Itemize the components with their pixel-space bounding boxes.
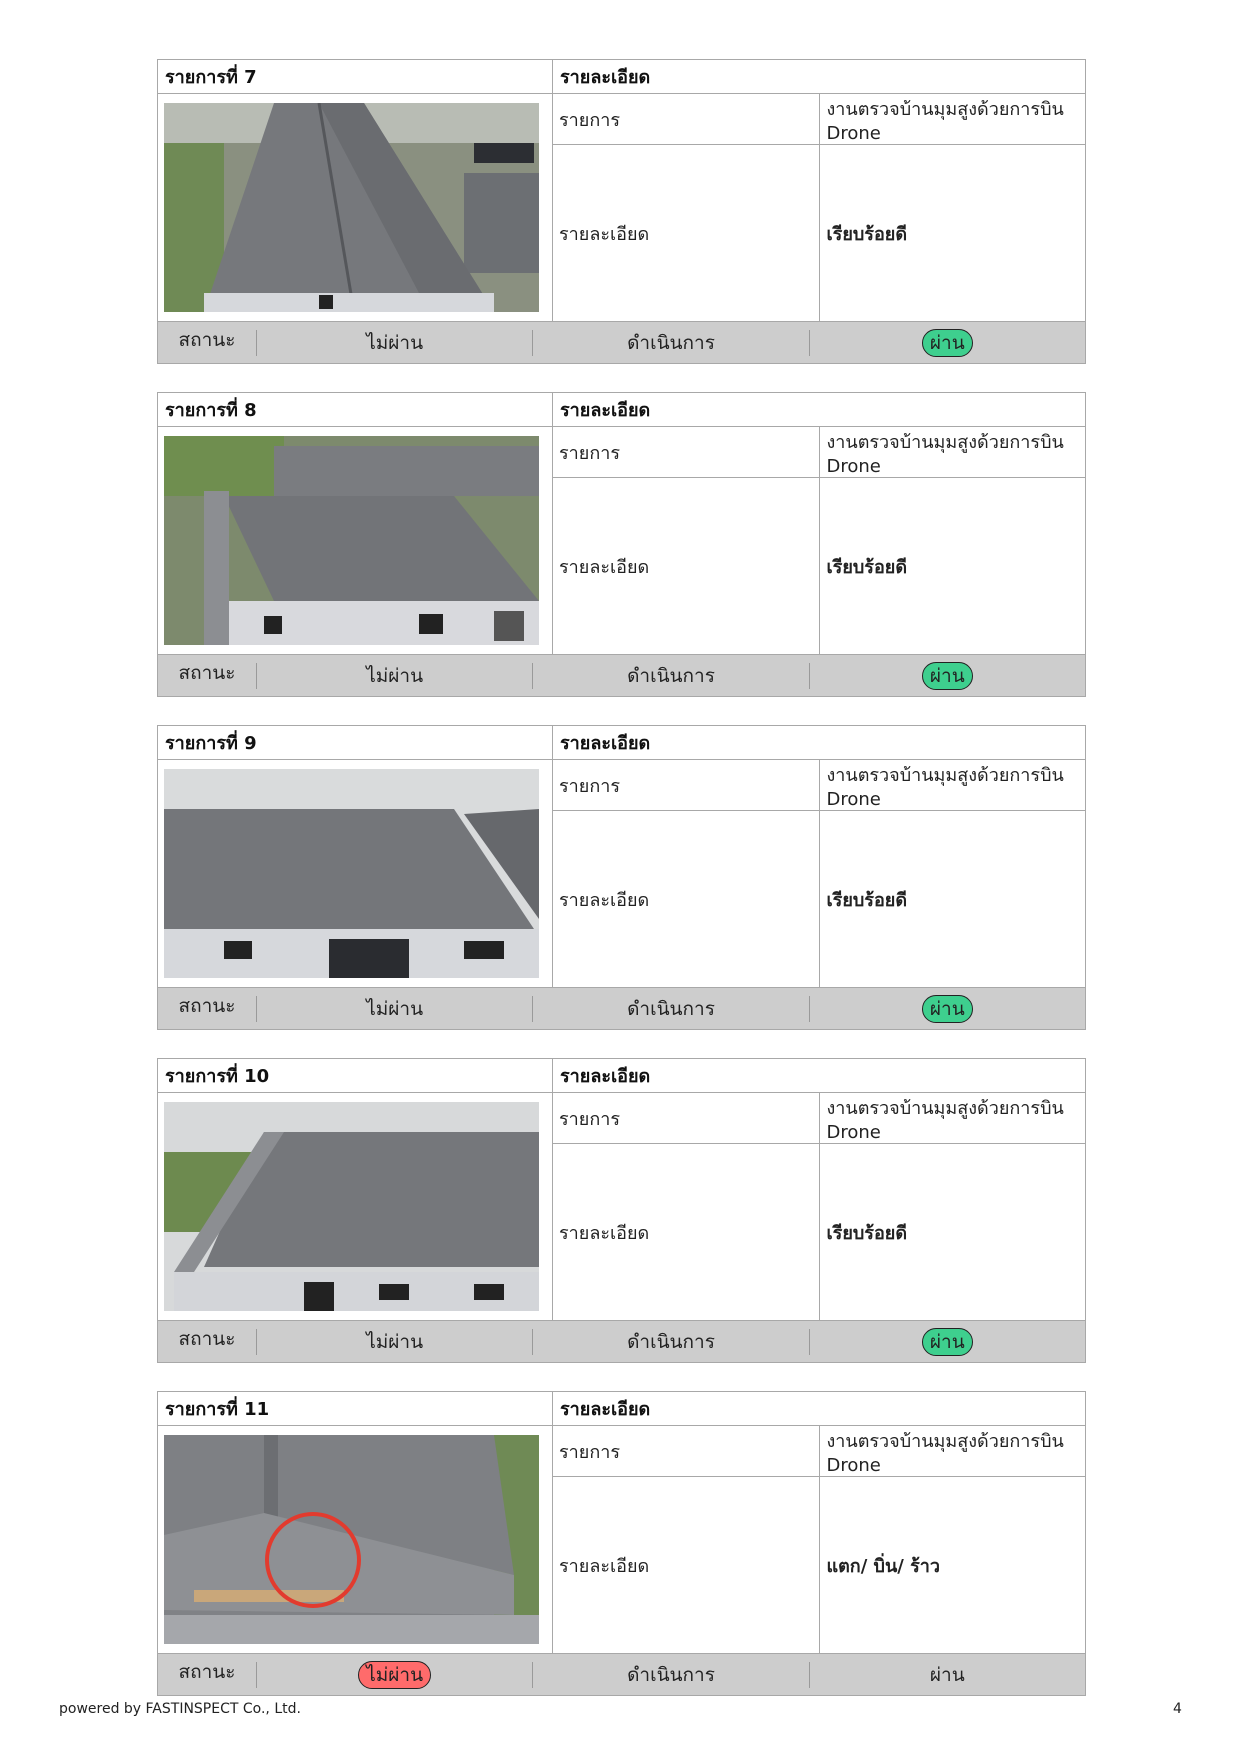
photo-cell bbox=[158, 1093, 553, 1321]
card-title: รายการที่ 9 bbox=[158, 726, 553, 760]
photo-cell bbox=[158, 427, 553, 655]
status-bar bbox=[157, 655, 1086, 697]
photo-cell bbox=[158, 94, 553, 322]
inspection-card-8 bbox=[157, 392, 1086, 697]
detail-header: รายละเอียด bbox=[553, 1392, 1086, 1426]
status-label: สถานะ bbox=[178, 328, 236, 351]
item-value: งานตรวจบ้านมุมสูงด้วยการบิน Drone bbox=[819, 94, 1086, 145]
option-label: ไม่ผ่าน bbox=[366, 331, 424, 354]
detail-header: รายละเอียด bbox=[553, 60, 1086, 94]
status-option-in-progress[interactable] bbox=[533, 1660, 808, 1690]
option-label: ดำเนินการ bbox=[627, 1663, 715, 1686]
footer-powered-by: powered by FASTINSPECT Co., Ltd. bbox=[59, 1701, 301, 1717]
item-value: งานตรวจบ้านมุมสูงด้วยการบิน Drone bbox=[819, 427, 1086, 478]
status-option-pass[interactable] bbox=[810, 995, 1085, 1023]
status-bar bbox=[157, 1321, 1086, 1363]
selected-pill: ผ่าน bbox=[922, 662, 973, 690]
page-number: 4 bbox=[1173, 1701, 1182, 1717]
status-option-fail[interactable] bbox=[257, 1661, 532, 1689]
photo-cell bbox=[158, 760, 553, 988]
status-option-fail[interactable] bbox=[257, 994, 532, 1024]
detail-header: รายละเอียด bbox=[553, 726, 1086, 760]
detail-header: รายละเอียด bbox=[553, 393, 1086, 427]
option-label: ไม่ผ่าน bbox=[366, 1330, 424, 1353]
option-label: ดำเนินการ bbox=[627, 997, 715, 1020]
status-option-fail[interactable] bbox=[257, 661, 532, 691]
detail-value: เรียบร้อยดี bbox=[819, 478, 1086, 655]
option-label: ผ่าน bbox=[929, 1663, 965, 1686]
detail-label: รายละเอียด bbox=[553, 1144, 820, 1321]
status-option-pass[interactable] bbox=[810, 329, 1085, 357]
selected-pill: ผ่าน bbox=[922, 1328, 973, 1356]
detail-label: รายละเอียด bbox=[553, 811, 820, 988]
selected-pill: ผ่าน bbox=[922, 995, 973, 1023]
status-option-fail[interactable] bbox=[257, 328, 532, 358]
card-title: รายการที่ 8 bbox=[158, 393, 553, 427]
status-option-in-progress[interactable] bbox=[533, 661, 808, 691]
detail-value: แตก/ บิ่น/ ร้าว bbox=[819, 1477, 1086, 1654]
detail-value: เรียบร้อยดี bbox=[819, 145, 1086, 322]
item-label: รายการ bbox=[553, 1093, 820, 1144]
roof-photo bbox=[164, 769, 539, 978]
option-label: ดำเนินการ bbox=[627, 331, 715, 354]
status-option-pass[interactable] bbox=[810, 662, 1085, 690]
status-bar bbox=[157, 1654, 1086, 1696]
inspection-card-9 bbox=[157, 725, 1086, 1030]
status-option-in-progress[interactable] bbox=[533, 1327, 808, 1357]
card-title: รายการที่ 10 bbox=[158, 1059, 553, 1093]
item-label: รายการ bbox=[553, 427, 820, 478]
selected-pill: ผ่าน bbox=[922, 329, 973, 357]
option-label: ดำเนินการ bbox=[627, 1330, 715, 1353]
option-label: ไม่ผ่าน bbox=[366, 664, 424, 687]
detail-value: เรียบร้อยดี bbox=[819, 811, 1086, 988]
selected-pill: ไม่ผ่าน bbox=[358, 1661, 431, 1689]
card-title: รายการที่ 7 bbox=[158, 60, 553, 94]
status-label: สถานะ bbox=[178, 661, 236, 684]
status-label: สถานะ bbox=[178, 994, 236, 1017]
item-label: รายการ bbox=[553, 1426, 820, 1477]
item-label: รายการ bbox=[553, 94, 820, 145]
option-label: ไม่ผ่าน bbox=[366, 997, 424, 1020]
status-bar bbox=[157, 322, 1086, 364]
roof-photo bbox=[164, 436, 539, 645]
item-label: รายการ bbox=[553, 760, 820, 811]
status-option-pass[interactable] bbox=[810, 1328, 1085, 1356]
detail-header: รายละเอียด bbox=[553, 1059, 1086, 1093]
status-label: สถานะ bbox=[178, 1660, 236, 1683]
inspection-card-10 bbox=[157, 1058, 1086, 1363]
detail-value: เรียบร้อยดี bbox=[819, 1144, 1086, 1321]
status-label: สถานะ bbox=[178, 1327, 236, 1350]
inspection-card-11 bbox=[157, 1391, 1086, 1696]
status-option-in-progress[interactable] bbox=[533, 994, 808, 1024]
roof-photo bbox=[164, 103, 539, 312]
status-option-pass[interactable] bbox=[810, 1660, 1085, 1690]
status-bar bbox=[157, 988, 1086, 1030]
roof-photo bbox=[164, 1102, 539, 1311]
detail-label: รายละเอียด bbox=[553, 478, 820, 655]
detail-label: รายละเอียด bbox=[553, 1477, 820, 1654]
roof-photo bbox=[164, 1435, 539, 1644]
item-value: งานตรวจบ้านมุมสูงด้วยการบิน Drone bbox=[819, 1426, 1086, 1477]
status-option-fail[interactable] bbox=[257, 1327, 532, 1357]
option-label: ดำเนินการ bbox=[627, 664, 715, 687]
status-option-in-progress[interactable] bbox=[533, 328, 808, 358]
detail-label: รายละเอียด bbox=[553, 145, 820, 322]
item-value: งานตรวจบ้านมุมสูงด้วยการบิน Drone bbox=[819, 1093, 1086, 1144]
inspection-card-7 bbox=[157, 59, 1086, 364]
photo-cell bbox=[158, 1426, 553, 1654]
card-title: รายการที่ 11 bbox=[158, 1392, 553, 1426]
item-value: งานตรวจบ้านมุมสูงด้วยการบิน Drone bbox=[819, 760, 1086, 811]
